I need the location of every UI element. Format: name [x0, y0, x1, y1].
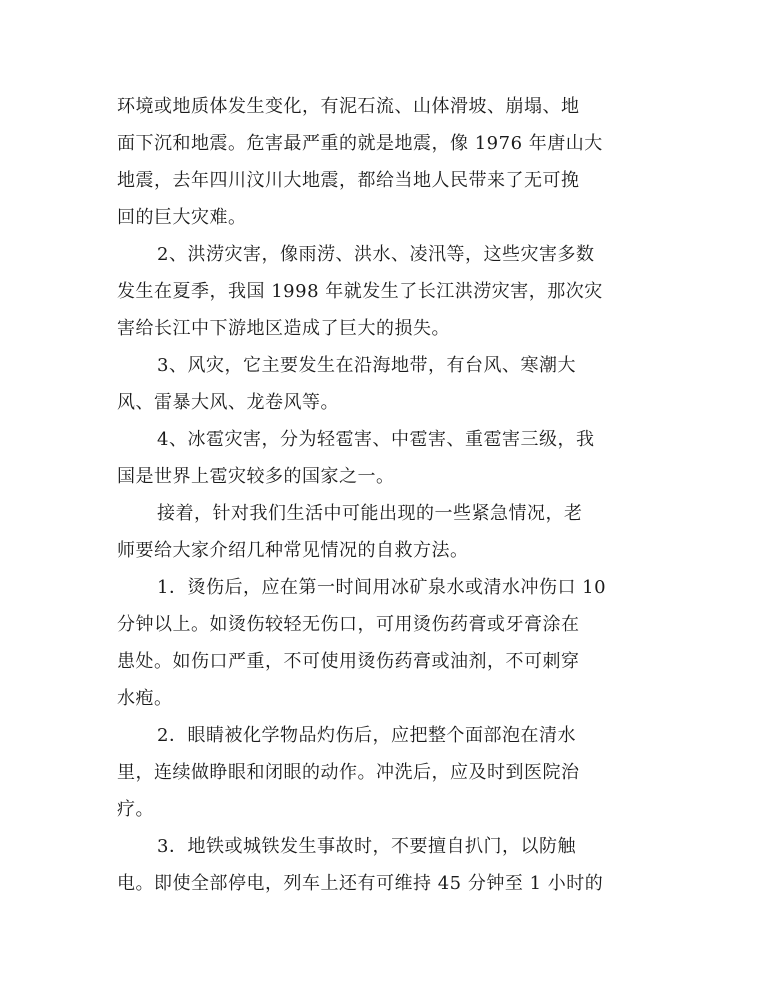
text-line: 1．烫伤后，应在第一时间用冰矿泉水或清水冲伤口 10 [157, 577, 607, 598]
text-line: 害给长江中下游地区造成了巨大的损失。 [117, 318, 450, 339]
text-line: 面下沉和地震。危害最严重的就是地震，像 1976 年唐山大 [117, 133, 603, 154]
text-line: 疗。 [117, 799, 154, 820]
text-line: 接着，针对我们生活中可能出现的一些紧急情况，老 [157, 503, 583, 524]
text-line: 风、雷暴大风、龙卷风等。 [117, 392, 339, 413]
text-line: 地震，去年四川汶川大地震，都给当地人民带来了无可挽 [117, 170, 580, 191]
document-body [117, 88, 657, 902]
text-line: 患处。如伤口严重，不可使用烫伤药膏或油剂，不可刺穿 [117, 651, 580, 672]
text-line: 分钟以上。如烫伤较轻无伤口，可用烫伤药膏或牙膏涂在 [117, 614, 580, 635]
text-line: 2、洪涝灾害，像雨涝、洪水、凌汛等，这些灾害多数 [157, 244, 595, 265]
text-line: 师要给大家介绍几种常见情况的自救方法。 [117, 540, 469, 561]
text-line: 国是世界上雹灾较多的国家之一。 [117, 466, 395, 487]
text-line: 环境或地质体发生变化，有泥石流、山体滑坡、崩塌、地 [117, 96, 580, 117]
text-line: 2．眼睛被化学物品灼伤后，应把整个面部泡在清水 [157, 725, 576, 746]
text-line: 4、冰雹灾害，分为轻雹害、中雹害、重雹害三级，我 [157, 429, 595, 450]
text-line: 水疱。 [117, 688, 173, 709]
text-line: 3．地铁或城铁发生事故时，不要擅自扒门，以防触 [157, 836, 576, 857]
text-line: 3、风灾，它主要发生在沿海地带，有台风、寒潮大 [157, 355, 576, 376]
text-line: 回的巨大灾难。 [117, 207, 247, 228]
text-line: 电。即使全部停电，列车上还有可维持 45 分钟至 1 小时的 [117, 873, 604, 894]
text-line: 里，连续做睁眼和闭眼的动作。冲洗后，应及时到医院治 [117, 762, 580, 783]
text-line: 发生在夏季，我国 1998 年就发生了长江洪涝灾害，那次灾 [117, 281, 603, 302]
